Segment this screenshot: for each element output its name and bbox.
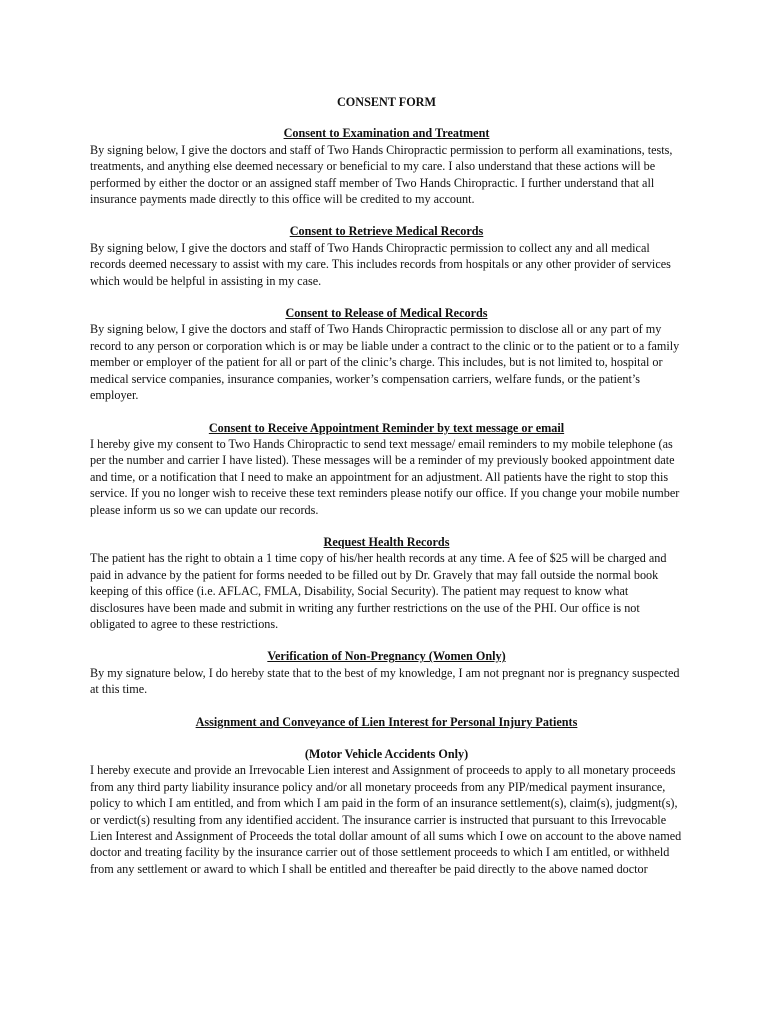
consent-form-page	[90, 94, 683, 893]
section-lien-interest	[90, 714, 683, 878]
section-examination-treatment	[90, 125, 683, 207]
section-heading: Consent to Retrieve Medical Records	[289, 224, 484, 239]
section-body: By my signature below, I do hereby state that to the best of my knowledge, I am not pregnant nor is pregnancy suspected at this time.	[90, 665, 680, 697]
section-appointment-reminder	[90, 420, 683, 518]
section-heading: Consent to Receive Appointment Reminder by text message or email	[208, 420, 565, 435]
section-heading: Assignment and Conveyance of Lien Interest for Personal Injury Patients	[195, 714, 578, 729]
section-body: I hereby execute and provide an Irrevocable Lien interest and Assignment of proceeds to apply to all monetary proceeds from any third party liability insurance policy and/or all monetary proceeds from any PIP/medical payment insurance, policy to which I am entitled, and from which I am paid in the form of an insurance settlement(s), claim(s), judgment(s), or verdict(s) resulting from any identified accident. The insurance carrier is instructed that pursuant to this Irrevocable Lien Interest and Assignment of Proceeds the total dollar amount of all sums which I owe on account to the above named doctor and treating facility by the insurance carrier out of those settlement proceeds to which I am entitled, or withheld from any settlement or award to which I shall be entitled and thereafter be paid directly to the above named doctor	[90, 763, 682, 876]
section-heading: Request Health Records	[323, 534, 450, 549]
section-heading: Consent to Release of Medical Records	[285, 306, 488, 321]
section-body: The patient has the right to obtain a 1 time copy of his/her health records at any time. A fee of $25 will be charged and paid in advance by the patient for forms needed to be filled out by Dr. Gravely that may fall outside the normal book keeping of this office (i.e. AFLAC, FMLA, Disability, Social Security). The patient may request to know what disclosures have been made and submit in writing any further restrictions on the use of the PHI. Our office is not obligated to agree to these restrictions.	[90, 551, 667, 631]
section-request-health-records	[90, 534, 683, 632]
section-body: By signing below, I give the doctors and staff of Two Hands Chiropractic permission to collect any and all medical records deemed necessary to assist with my care. This includes records from hospitals or any other provider of services which would be helpful in assisting in my case.	[90, 240, 671, 288]
section-body: By signing below, I give the doctors and staff of Two Hands Chiropractic permission to perform all examinations, tests, treatments, and anything else deemed necessary or beneficial to my care. I also understand that these actions will be performed by either the doctor or an assigned staff member of Two Hands Chiropractic. I further understand that all insurance payments made directly to this office will be credited to my account.	[90, 142, 673, 207]
section-subheading: (Motor Vehicle Accidents Only)	[304, 747, 469, 761]
section-body: By signing below, I give the doctors and staff of Two Hands Chiropractic permission to disclose all or any part of my record to any person or corporation which is or may be liable under a contract to the clinic or to the patient or to a family member or employer of the patient for all or part of the clinic’s charge. This includes, but is not limited to, hospital or medical service companies, insurance companies, worker’s compensation carriers, welfare funds, or the patient’s employer.	[90, 322, 680, 403]
section-release-records	[90, 305, 683, 403]
section-body: I hereby give my consent to Two Hands Chiropractic to send text message/ email reminders to my mobile telephone (as per the number and carrier I have listed). These messages will be a reminder of my previously booked appointment date and time, or a notification that I need to make an appointment for an adjustment. All patients have the right to stop this service. If you no longer wish to receive these text reminders please notify our office. If you change your mobile number please inform us so we can update our records.	[90, 436, 680, 517]
section-heading: Consent to Examination and Treatment	[283, 126, 490, 141]
section-non-pregnancy	[90, 648, 683, 697]
section-heading: Verification of Non-Pregnancy (Women Only)	[267, 649, 506, 664]
section-retrieve-records	[90, 223, 683, 289]
page-title: CONSENT FORM	[337, 95, 436, 109]
